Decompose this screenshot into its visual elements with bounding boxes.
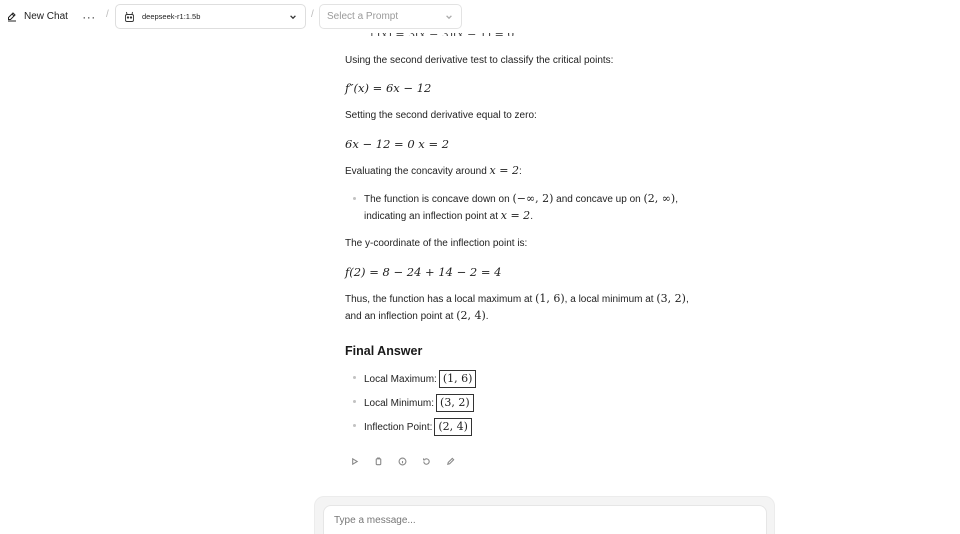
bullet-icon [353, 376, 356, 379]
composer [314, 496, 775, 534]
text: , a local minimum at [564, 294, 657, 305]
message-input-container [323, 505, 767, 534]
new-chat-button[interactable] [4, 6, 70, 27]
text: . [485, 311, 489, 322]
text: and concave up on [553, 194, 644, 205]
separator: / [106, 9, 109, 20]
text: indicating an inflection point at [364, 211, 501, 222]
message-actions [347, 454, 458, 469]
bullet-icon [353, 197, 356, 200]
more-options-button[interactable]: ··· [82, 9, 96, 24]
inline-math: (2, ∞) [643, 192, 676, 205]
boxed-answer: (2, 4) [434, 418, 472, 436]
regenerate-icon [422, 457, 431, 466]
list-item [345, 370, 476, 388]
chevron-down-icon [289, 13, 297, 21]
model-select[interactable] [115, 4, 306, 29]
chevron-down-icon [445, 13, 453, 21]
final-answer-heading: Final Answer [345, 344, 423, 358]
model-select-value: deepseek-r1:1.5b [142, 12, 201, 21]
play-icon [350, 457, 359, 466]
list-item [345, 191, 678, 225]
message-paragraph: Using the second derivative test to classify the critical points: [345, 55, 614, 66]
equation-zero: 6x − 12 = 0 x = 2 [345, 137, 450, 151]
message-paragraph [345, 163, 522, 180]
bullet-icon [353, 424, 356, 427]
inline-math: (2, 4) [456, 309, 486, 322]
text: . [530, 211, 533, 222]
new-chat-label: New Chat [24, 11, 68, 22]
message-paragraph: The y-coordinate of the inflection point is: [345, 238, 528, 249]
message-paragraph [345, 291, 689, 325]
prompt-select-placeholder: Select a Prompt [327, 11, 399, 22]
answer-label: Inflection Point: [364, 422, 433, 433]
edit-button[interactable] [443, 454, 458, 469]
top-bar [0, 0, 960, 33]
message-paragraph: Setting the second derivative equal to zero: [345, 110, 537, 121]
new-chat-icon [6, 11, 18, 23]
prompt-select[interactable] [319, 4, 462, 29]
text: Thus, the function has a local maximum at [345, 294, 536, 305]
list-item [345, 418, 472, 436]
equation-y-coordinate: f(2) = 8 − 24 + 14 − 2 = 4 [345, 265, 502, 279]
answer-label: Local Maximum: [364, 374, 437, 385]
robot-icon [124, 11, 135, 23]
text: Evaluating the concavity around [345, 166, 490, 177]
boxed-answer: (1, 6) [439, 370, 477, 388]
inline-math: x = 2 [500, 209, 531, 222]
boxed-answer: (3, 2) [436, 394, 474, 412]
equation-second-derivative: f″(x) = 6x − 12 [345, 81, 432, 95]
text: , [685, 294, 689, 305]
copy-icon [374, 457, 383, 466]
answer-label: Local Minimum: [364, 398, 435, 409]
copy-button[interactable] [371, 454, 386, 469]
play-button[interactable] [347, 454, 362, 469]
inline-math: (3, 2) [656, 292, 686, 305]
list-item [345, 394, 474, 412]
text: : [518, 166, 522, 177]
text: , [675, 194, 679, 205]
edit-icon [446, 457, 455, 466]
inline-math: x = 2 [489, 164, 519, 177]
bullet-icon [353, 400, 356, 403]
separator: / [311, 9, 314, 20]
text: and an inflection point at [345, 311, 457, 322]
info-button[interactable] [395, 454, 410, 469]
info-icon [398, 457, 407, 466]
inline-math: (−∞, 2) [512, 192, 554, 205]
inline-math: (1, 6) [535, 292, 565, 305]
text: The function is concave down on [364, 194, 513, 205]
regenerate-button[interactable] [419, 454, 434, 469]
message-input[interactable] [324, 506, 766, 534]
